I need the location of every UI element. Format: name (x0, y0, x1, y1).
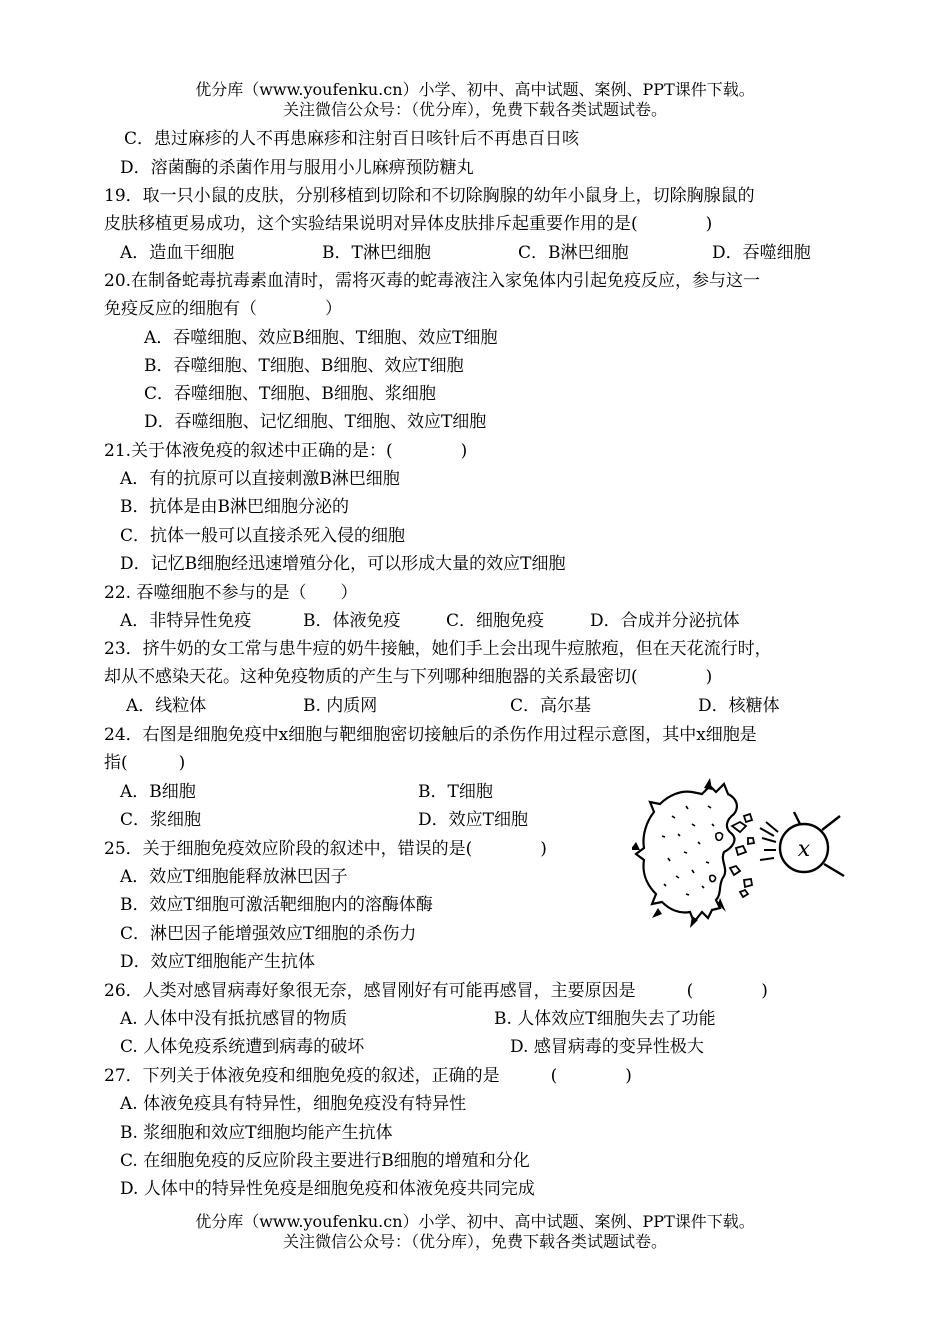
q27-option-c: C. 在细胞免疫的反应阶段主要进行B细胞的增殖和分化 (120, 1151, 530, 1171)
q21-option-d: D．记忆B细胞经迅速增殖分化，可以形成大量的效应T细胞 (120, 554, 566, 574)
q21-option-b: B．抗体是由B淋巴细胞分泌的 (120, 497, 349, 517)
q20-option-c: C．吞噬细胞、T细胞、B细胞、浆细胞 (144, 384, 436, 404)
q22-option-a: A．非特异性免疫 (120, 611, 252, 631)
cell-immunity-diagram (632, 776, 864, 934)
footer-line-1: 优分库（www.youfenku.cn）小学、初中、高中试题、案例、PPT课件下载。 (195, 1212, 755, 1231)
q20-stem-line-2: 免疫反应的细胞有（ ） (104, 299, 342, 319)
q20-option-a: A．吞噬细胞、效应B细胞、T细胞、效应T细胞 (144, 328, 498, 348)
q19-stem-line-2: 皮肤移植更易成功，这个实验结果说明对异体皮肤排斥起重要作用的是( ) (104, 214, 713, 234)
q21-stem: 21.关于体液免疫的叙述中正确的是：( ) (104, 441, 468, 461)
cell-fragment (732, 822, 746, 832)
q22-option-d: D．合成并分泌抗体 (590, 611, 740, 631)
prev-option-c: C．患过麻疹的人不再患麻疹和注射百日咳针后不再患百日咳 (124, 129, 580, 149)
q23-option-d: D．核糖体 (698, 696, 780, 716)
q22-stem: 22. 吞噬细胞不参与的是（ ） (104, 583, 358, 603)
q27-option-b: B. 浆细胞和效应T细胞均能产生抗体 (120, 1123, 393, 1143)
q23-stem-line-2: 却从不感染天花。这种免疫物质的产生与下列哪种细胞器的关系最密切( ) (104, 667, 713, 687)
q27-option-d: D. 人体中的特异性免疫是细胞免疫和体液免疫共同完成 (120, 1179, 535, 1199)
q19-option-b: B．T淋巴细胞 (322, 243, 431, 263)
q23-option-a: A．线粒体 (126, 696, 207, 716)
x-cell-label: x (797, 837, 811, 862)
q26-option-a: A. 人体中没有抵抗感冒的物质 (120, 1009, 348, 1029)
q24-option-c: C．浆细胞 (120, 810, 202, 830)
q23-stem-line-1: 23．挤牛奶的女工常与患牛痘的奶牛接触，她们手上会出现牛痘脓疱，但在天花流行时， (104, 639, 772, 659)
q19-option-d: D．吞噬细胞 (712, 243, 811, 263)
q20-option-d: D．吞噬细胞、记忆细胞、T细胞、效应T细胞 (144, 412, 487, 432)
q25-option-a: A．效应T细胞能释放淋巴因子 (120, 867, 348, 887)
target-cell-spike (704, 778, 712, 790)
q20-stem-line-1: 20.在制备蛇毒抗毒素血清时，需将灭毒的蛇毒液注入家兔体内引起免疫反应，参与这一 (104, 271, 761, 291)
q20-option-b: B．吞噬细胞、T细胞、B细胞、效应T细胞 (144, 356, 464, 376)
q25-stem: 25．关于细胞免疫效应阶段的叙述中，错误的是( ) (104, 839, 547, 859)
q26-option-b: B. 人体效应T细胞失去了功能 (494, 1009, 716, 1029)
q21-option-c: C．抗体一般可以直接杀死入侵的细胞 (120, 526, 406, 546)
q24-option-d: D．效应T细胞 (418, 810, 528, 830)
q25-option-c: C．淋巴因子能增强效应T细胞的杀伤力 (120, 924, 417, 944)
q24-stem-line-2: 指( ) (104, 753, 186, 773)
q26-option-d: D. 感冒病毒的变异性极大 (510, 1037, 704, 1057)
q26-stem: 26．人类对感冒病毒好象很无奈，感冒刚好有可能再感冒，主要原因是 ( ) (104, 981, 768, 1001)
q22-option-b: B．体液免疫 (303, 611, 401, 631)
q23-option-c: C．高尔基 (510, 696, 592, 716)
q22-option-c: C．细胞免疫 (446, 611, 545, 631)
prev-option-d: D．溶菌酶的杀菌作用与服用小儿麻痹预防糖丸 (120, 158, 474, 178)
q19-option-a: A．造血干细胞 (120, 243, 235, 263)
q21-option-a: A．有的抗原可以直接刺激B淋巴细胞 (120, 469, 400, 489)
q24-option-a: A．B细胞 (120, 782, 196, 802)
header-line-1: 优分库（www.youfenku.cn）小学、初中、高中试题、案例、PPT课件下载。 (195, 80, 755, 99)
q19-stem-line-1: 19．取一只小鼠的皮肤，分别移植到切除和不切除胸腺的幼年小鼠身上，切除胸腺鼠的 (104, 186, 755, 206)
header-line-2: 关注微信公众号：（优分库），免费下载各类试题试卷。 (282, 100, 667, 119)
q19-option-c: C．B淋巴细胞 (518, 243, 629, 263)
q24-stem-line-1: 24．右图是细胞免疫中x细胞与靶细胞密切接触后的杀伤作用过程示意图，其中x细胞是 (104, 725, 757, 745)
q23-option-b: B. 内质网 (303, 696, 378, 716)
q27-stem: 27．下列关于体液免疫和细胞免疫的叙述，正确的是 ( ) (104, 1066, 632, 1086)
q27-option-a: A. 体液免疫具有特异性，细胞免疫没有特异性 (120, 1094, 467, 1114)
q25-option-d: D．效应T细胞能产生抗体 (120, 952, 315, 972)
q24-option-b: B．T细胞 (418, 782, 493, 802)
footer-line-2: 关注微信公众号：（优分库），免费下载各类试题试卷。 (282, 1232, 667, 1251)
q26-option-c: C. 人体免疫系统遭到病毒的破坏 (120, 1037, 365, 1057)
q25-option-b: B．效应T细胞可激活靶细胞内的溶酶体酶 (120, 895, 433, 915)
